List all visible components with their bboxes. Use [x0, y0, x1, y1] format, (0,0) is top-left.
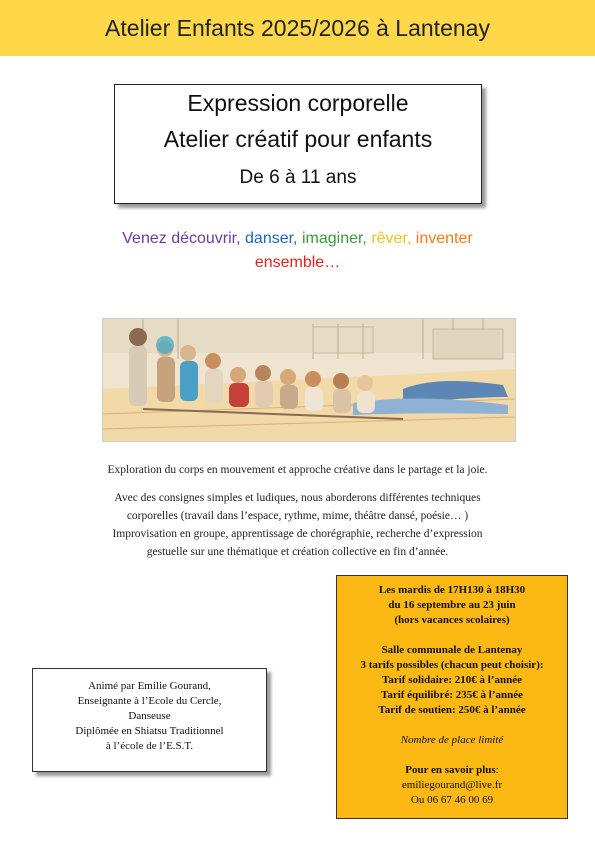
slogan-word: rêver, [371, 230, 412, 247]
tarifs-heading: 3 tarifs possibles (chacun peut choisir): [360, 659, 544, 671]
info-box [336, 575, 568, 819]
slogan-word: imaginer, [301, 230, 367, 247]
description-line: corporelles (travail dans l’espace, rythme, mime, théâtre dansé, poésie… ) [126, 510, 469, 522]
description-line: gestuelle sur une thématique et création collective en fin d’année. [146, 546, 449, 558]
description-line: Avec des consignes simples et ludiques, nous aborderons différentes techniques [114, 492, 481, 504]
children-dance-photo-icon [103, 319, 515, 441]
more-info-suffix: : [495, 764, 499, 776]
slogan-word: ensemble… [254, 254, 341, 271]
more-info [337, 763, 567, 778]
schedule-line: du 16 septembre au 23 juin [388, 599, 516, 611]
contact-phone: Ou 06 67 46 00 69 [410, 794, 494, 806]
slogan-word: inventer [415, 230, 473, 247]
more-info-label: Pour en savoir plus [405, 764, 496, 776]
age-range: De 6 à 11 ans [239, 167, 357, 188]
animator-line: Animé par Emilie Gourand, [88, 680, 211, 692]
description-line: Improvisation en groupe, apprentissage de chorégraphie, recherche d’expression [112, 528, 483, 540]
title-box [114, 84, 482, 204]
venue: Salle communale de Lantenay [381, 644, 523, 656]
tarif-line: Tarif équilibré: 235€ à l’année [381, 689, 523, 701]
page-title: Atelier Enfants 2025/2026 à Lantenay [105, 14, 490, 41]
limited-places: Nombre de place limité [400, 734, 504, 746]
slogan-line-2 [0, 254, 595, 272]
animator-line: Enseignante à l’Ecole du Cercle, [77, 695, 222, 707]
tarif-line: Tarif solidaire: 210€ à l’année [382, 674, 522, 686]
intro-paragraph: Exploration du corps en mouvement et approche créative dans le partage et la joie. [107, 464, 488, 476]
slogan-line-1 [0, 230, 595, 248]
contact-email[interactable]: emiliegourand@live.fr [401, 779, 503, 791]
header-banner [0, 0, 595, 56]
slogan-word: danser, [245, 230, 298, 247]
description-paragraph [40, 489, 555, 561]
title-line-1: Expression corporelle [187, 90, 409, 116]
animator-line: à l’école de l’E.S.T. [105, 740, 194, 752]
tarif-line: Tarif de soutien: 250€ à l’année [378, 704, 526, 716]
animator-line: Diplômée en Shiatsu Traditionnel [75, 725, 224, 737]
slogan-word: Venez découvrir, [122, 230, 241, 247]
title-line-2: Atelier créatif pour enfants [163, 126, 433, 152]
animator-line: Danseuse [128, 710, 171, 722]
animator-box [32, 668, 267, 772]
schedule-line: Les mardis de 17H130 à 18H30 [378, 584, 526, 596]
schedule-line: (hors vacances scolaires) [394, 614, 510, 626]
children-dance-photo [102, 318, 516, 442]
